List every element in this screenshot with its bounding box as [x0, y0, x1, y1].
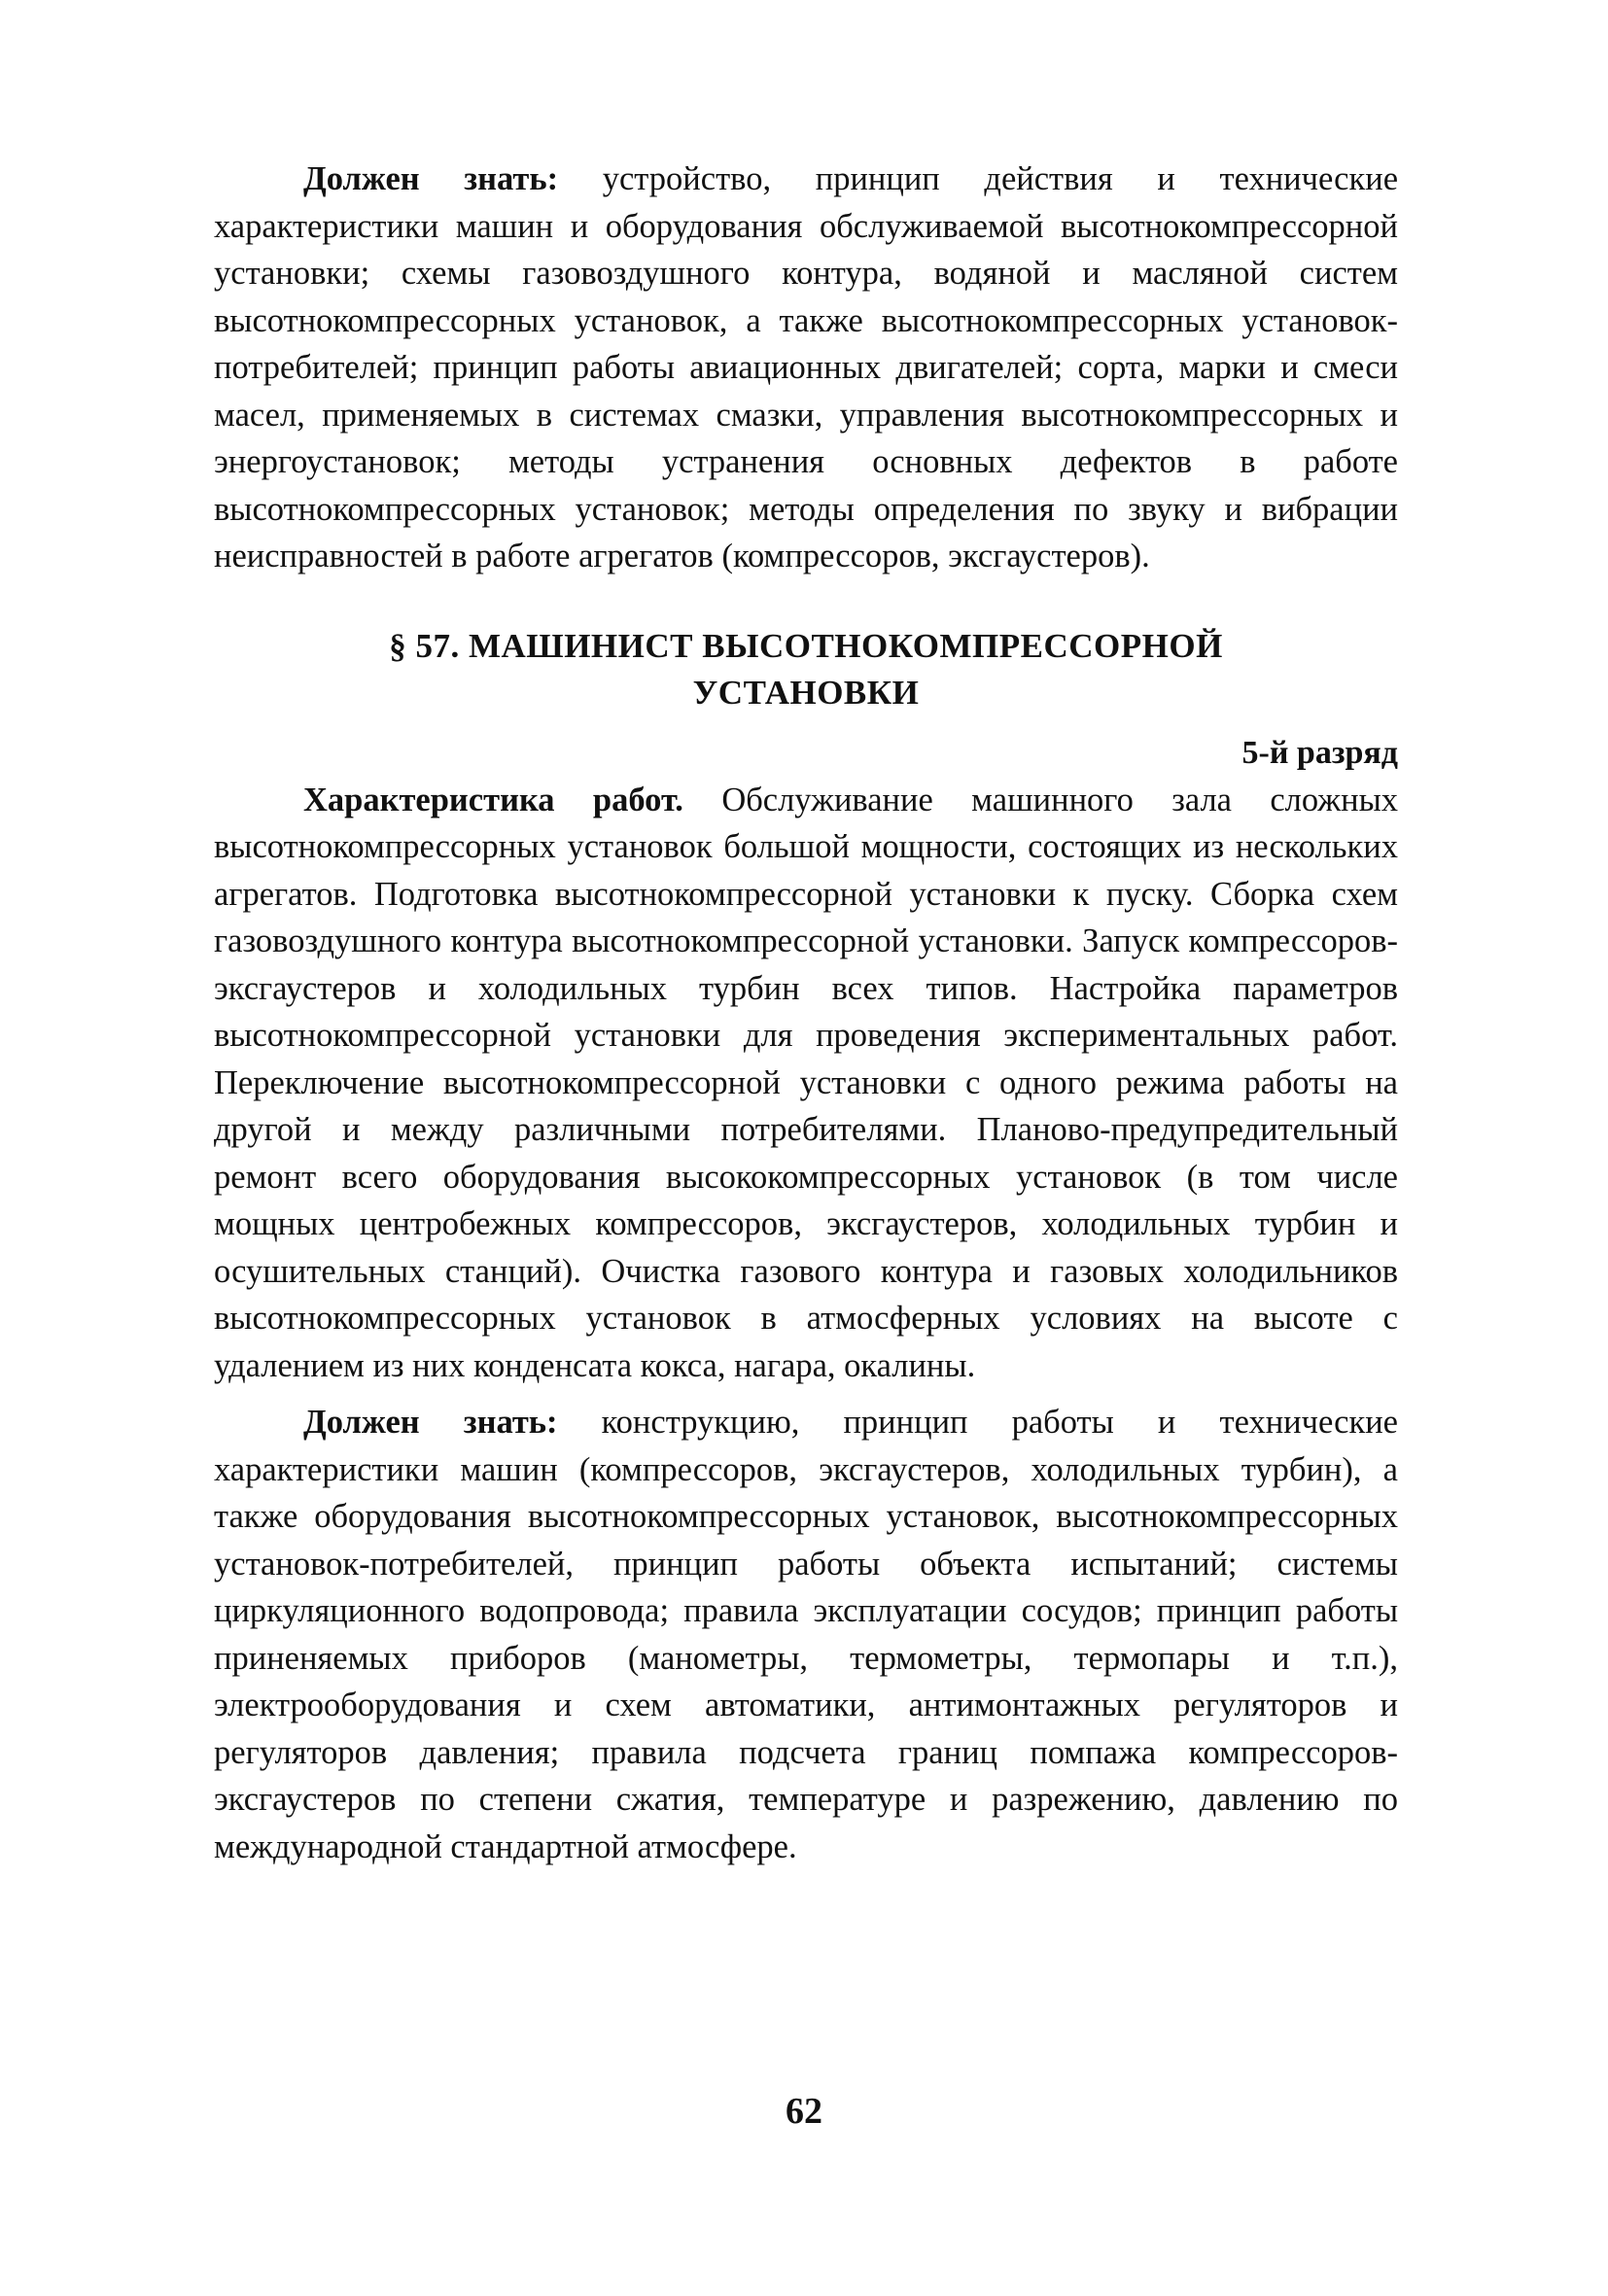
- paragraph-gap: [214, 1389, 1398, 1399]
- paragraph-must-know-2: [214, 1399, 1398, 1870]
- paragraph-text: устройство, принцип действия и технические характеристики машин и оборудования обслуживаемой высотнокомпрессорной установки; схемы газовоздушного контура, водяной и масляной систем высотнокомпрессорных установок, а также высотнокомпрессорных установок-потребителей; принцип работы авиационных двигателей; сорта, марки и смеси масел, применяемых в системах смазки, управления высотнокомпрессорных и энергоустановок; методы устранения основных дефектов в работе высотнокомпрессорных установок; методы определения по звуку и вибрации неисправностей в работе агрегатов (компрессоров, эксгаустеров).: [214, 160, 1399, 574]
- page-number: 62: [786, 2091, 822, 2132]
- section-title-line-2: УСТАНОВКИ: [692, 673, 920, 712]
- paragraph-work-description: [214, 777, 1398, 1390]
- paragraph-label: Должен знать:: [303, 1404, 558, 1441]
- page-body: [214, 156, 1398, 1870]
- paragraph-text: конструкцию, принцип работы и технические характеристики машин (компрессоров, эксгаустеров, холодильных турбин), а также оборудования высотнокомпрессорных установок, высотнокомпрессорных установок-потребителей, принцип работы объекта испытаний; системы циркуляционного водопровода; правила эксплуатации сосудов; принцип работы приненяемых приборов (манометры, термометры, термопары и т.п.), электрооборудования и схем автоматики, антимонтажных регуляторов и регуляторов давления; правила подсчета границ помпажа компрессоров-эксгаустеров по степени сжатия, температуре и разрежению, давлению по международной стандартной атмосфере.: [214, 1404, 1398, 1865]
- section-title: [214, 623, 1398, 716]
- grade-label: 5-й разряд: [1241, 734, 1398, 771]
- paragraph-text: Обслуживание машинного зала сложных высотнокомпрессорных установок большой мощности, состоящих из нескольких агрегатов. Подготовка высотнокомпрессорной установки к пуску. Сборка схем газовоздушного контура высотнокомпрессорной установки. Запуск компрессоров-эксгаустеров и холодильных турбин всех типов. Настройка параметров высотнокомпрессорной установки для проведения экспериментальных работ. Переключение высотнокомпрессорной установки с одного режима работы на другой и между различными потребителями. Планово-предупредительный ремонт всего оборудования высококомпрессорных установок (в том числе мощных центробежных компрессоров, эксгаустеров, холодильных турбин и осушительных станций). Очистка газового контура и газовых холодильников высотнокомпрессорных установок в атмосферных условиях на высоте с удалением из них конденсата кокса, нагара, окалины.: [214, 781, 1398, 1384]
- paragraph-label: Должен знать:: [303, 160, 559, 197]
- paragraph-label: Характеристика работ.: [303, 781, 683, 818]
- paragraph-must-know-1: [214, 156, 1398, 580]
- section-title-line-1: § 57. МАШИНИСТ ВЫСОТНОКОМПРЕССОРНОЙ: [389, 626, 1223, 665]
